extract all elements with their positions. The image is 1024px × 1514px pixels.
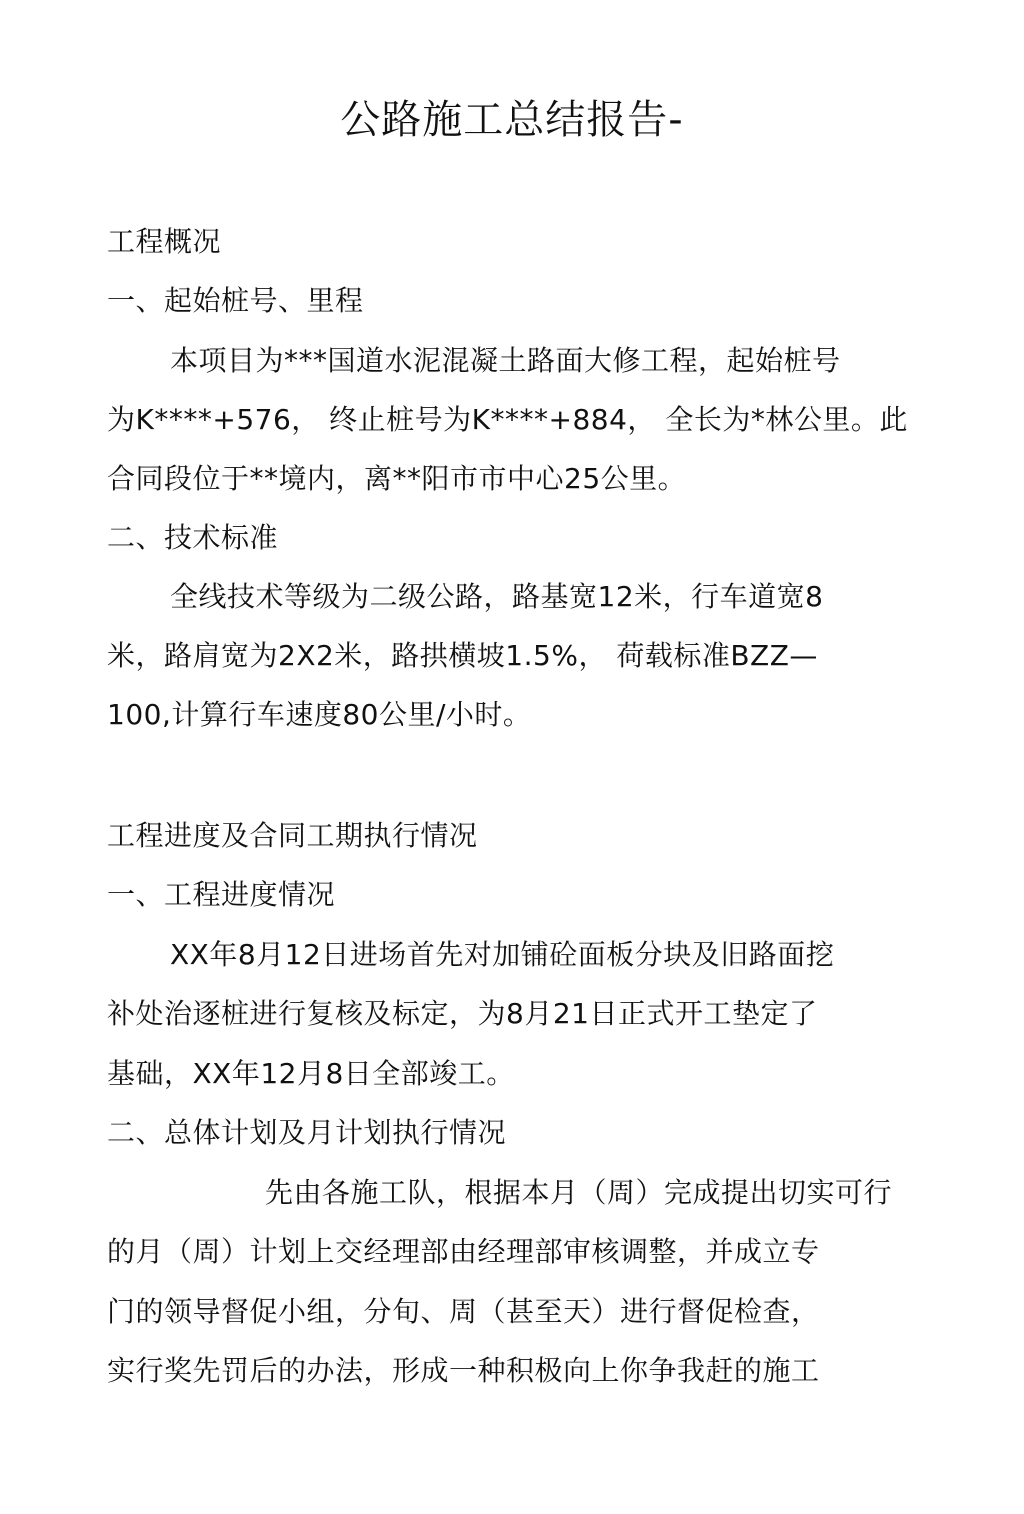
- paragraph-line: 100,计算行车速度80公里/小时。: [107, 698, 532, 731]
- section-heading-overview: 工程概况: [107, 225, 222, 258]
- paragraph-line: 米，路肩宽为2X2米，路拱横坡1.5%， 荷载标准BZZ—: [107, 639, 818, 672]
- subheading-plan-execution: 二、总体计划及月计划执行情况: [107, 1116, 507, 1149]
- paragraph-line: 门的领导督促小组，分旬、周（甚至天）进行督促检查，: [107, 1295, 820, 1328]
- paragraph-line: 实行奖先罚后的办法，形成一种积极向上你争我赶的施工: [107, 1354, 820, 1387]
- paragraph-line: 先由各施工队，根据本月（周）完成提出切实可行: [265, 1176, 893, 1209]
- paragraph-line: XX年8月12日进场首先对加铺砼面板分块及旧路面挖: [170, 938, 835, 971]
- section-heading-progress: 工程进度及合同工期执行情况: [107, 819, 478, 852]
- subheading-start-station: 一、起始桩号、里程: [107, 284, 364, 317]
- paragraph-line: 基础，XX年12月8日全部竣工。: [107, 1057, 515, 1090]
- paragraph-line: 为K****+576， 终止桩号为K****+884， 全长为*林公里。此: [107, 403, 908, 436]
- subheading-technical-standard: 二、技术标准: [107, 521, 279, 554]
- paragraph-line: 本项目为***国道水泥混凝土路面大修工程，起始桩号: [170, 344, 841, 377]
- paragraph-line: 全线技术等级为二级公路，路基宽12米，行车道宽8: [170, 580, 824, 613]
- paragraph-line: 补处治逐桩进行复核及标定，为8月21日正式开工垫定了: [107, 997, 818, 1030]
- document-title: 公路施工总结报告-: [340, 97, 684, 143]
- paragraph-line: 合同段位于**境内，离**阳市市中心25公里。: [107, 462, 687, 495]
- subheading-progress-status: 一、工程进度情况: [107, 878, 336, 911]
- paragraph-line: 的月（周）计划上交经理部由经理部审核调整，并成立专: [107, 1235, 820, 1268]
